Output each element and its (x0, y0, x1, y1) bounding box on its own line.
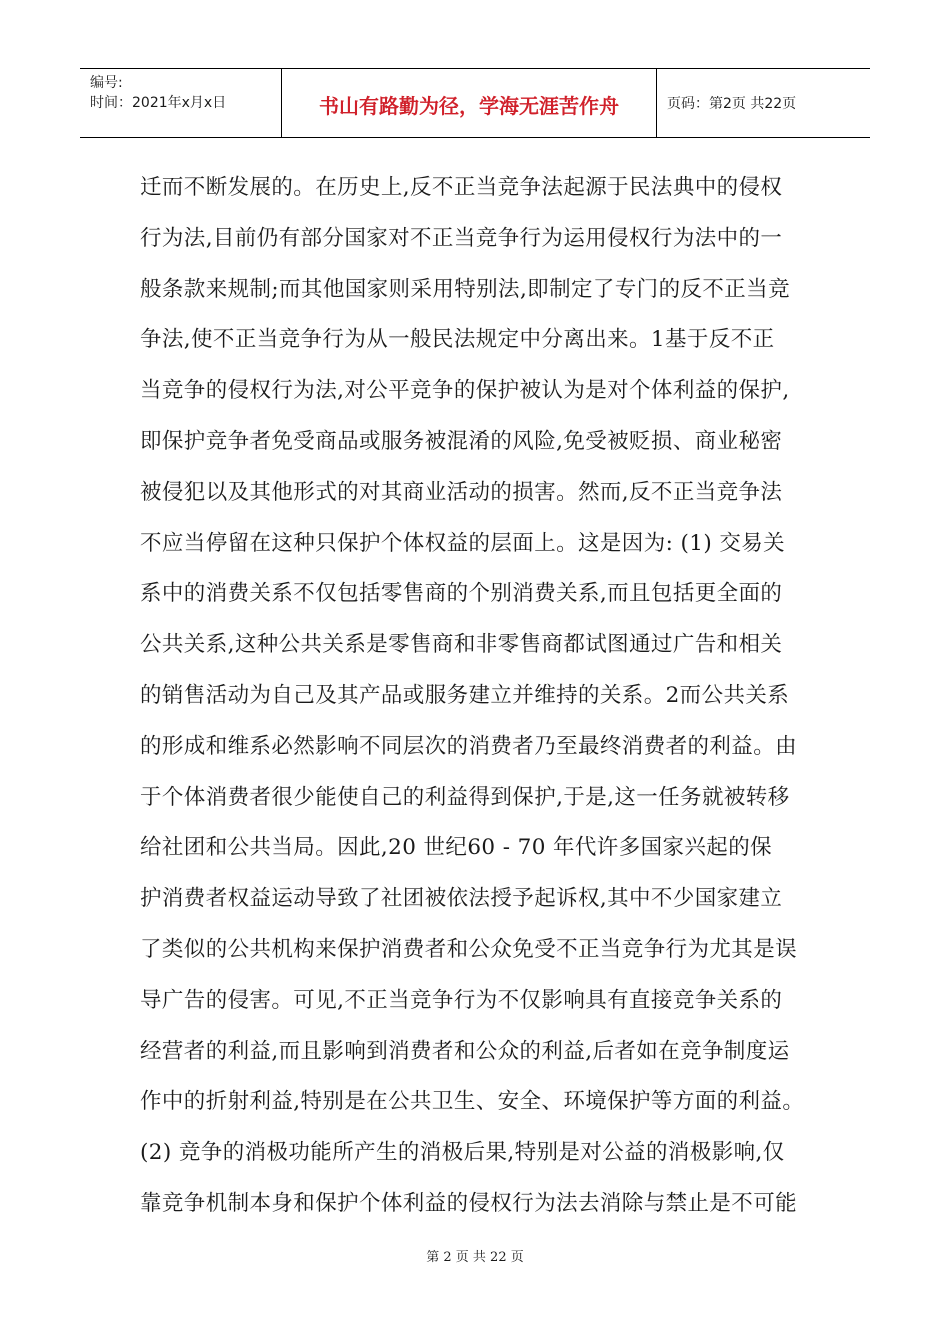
text-line: 导广告的侵害。可见,不正当竞争行为不仅影响具有直接竞争关系的 (140, 987, 783, 1013)
text-line: 了类似的公共机构来保护消费者和公众免受不正当竞争行为尤其是误 (140, 936, 798, 962)
text-line: 经营者的利益,而且影响到消费者和公众的利益,后者如在竞争制度运 (140, 1038, 790, 1064)
text-line: 行为法,目前仍有部分国家对不正当竞争行为运用侵权行为法中的一 (140, 225, 783, 251)
page-footer: 第 2 页 共 22 页 (426, 1250, 524, 1265)
text-line: 的形成和维系必然影响不同层次的消费者乃至最终消费者的利益。由 (140, 733, 798, 759)
text-line: 公共关系,这种公共关系是零售商和非零售商都试图通过广告和相关 (140, 632, 783, 658)
text-line: 迁而不断发展的。在历史上,反不正当竞争法起源于民法典中的侵权 (140, 175, 783, 200)
text-line: 即保护竞争者免受商品或服务被混淆的风险,免受被贬损、商业秘密 (140, 428, 783, 454)
text-line: 被侵犯以及其他形式的对其商业活动的损害。然而,反不正当竞争法 (140, 479, 783, 505)
header-meta (80, 69, 282, 137)
text-line: 作中的折射利益,特别是在公共卫生、安全、环境保护等方面的利益。 (140, 1089, 805, 1115)
page-header (80, 68, 870, 138)
text-line: 当竞争的侵权行为法,对公平竞争的保护被认为是对个体利益的保护, (140, 378, 790, 404)
text-line: 系中的消费关系不仅包括零售商的个别消费关系,而且包括更全面的 (140, 581, 783, 607)
text-line: 的销售活动为自己及其产品或服务建立并维持的关系。2而公共关系 (140, 682, 790, 708)
text-line: 不应当停留在这种只保护个体权益的层面上。这是因为: (1) 交易关 (140, 530, 786, 556)
text-line: (2) 竞争的消极功能所产生的消极后果,特别是对公益的消极影响,仅 (140, 1140, 785, 1166)
header-motto: 书山有路勤为径，学海无涯苦作舟 (282, 69, 657, 137)
text-line: 般条款来规制;而其他国家则采用特别法,即制定了专门的反不正当竞 (140, 276, 790, 302)
body-paragraph (140, 163, 820, 1230)
document-date: 时间：2021年x月x日 (90, 95, 227, 111)
text-line: 争法,使不正当竞争行为从一般民法规定中分离出来。1基于反不正 (140, 327, 775, 353)
text-line: 给社团和公共当局。因此,20 世纪60 - 70 年代许多国家兴起的保 (140, 835, 773, 861)
text-line: 护消费者权益运动导致了社团被依法授予起诉权,其中不少国家建立 (140, 886, 783, 912)
text-line: 于个体消费者很少能使自己的利益得到保护,于是,这一任务就被转移 (140, 784, 790, 810)
document-number-label: 编号: (90, 75, 123, 91)
text-line: 靠竞争机制本身和保护个体利益的侵权行为法去消除与禁止是不可能 (140, 1190, 798, 1216)
header-page-info: 页码：第2页 共22页 (667, 96, 797, 112)
